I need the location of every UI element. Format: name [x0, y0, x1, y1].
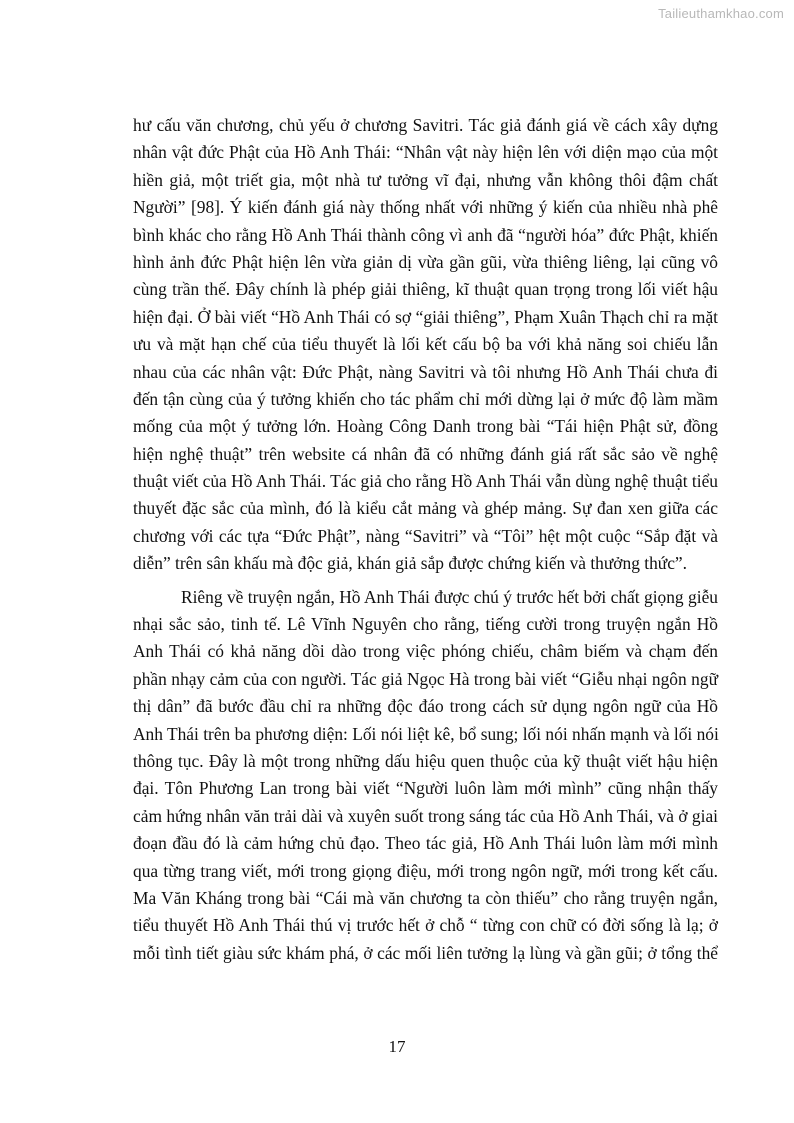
- page-number: 17: [388, 1037, 406, 1056]
- text-line: Người” [98]. Ý kiến đánh giá này thống nhất với những ý kiến của nhiều nhà phê: [133, 197, 718, 218]
- text-line: mỗi tình tiết giàu sức khám phá, ở các mối liên tưởng lạ lùng và gần gũi; ở tổng thể: [133, 942, 718, 963]
- text-line: diễn” trên sân khấu mà độc giả, khán giả sắp được chứng kiến và thưởng thức”.: [133, 553, 687, 574]
- text-line: ưu và mặt hạn chế của tiểu thuyết là lối kết cấu bộ ba với khả năng soi chiếu lẫn: [133, 334, 718, 355]
- paragraph-2: [133, 584, 718, 967]
- text-line: Anh Thái có khả năng dồi dào trong việc phóng chiếu, châm biếm và chạm đến: [133, 641, 718, 662]
- text-line: thị dân” đã bước đầu chỉ ra những độc đáo trong cách sử dụng ngôn ngữ của Hồ: [133, 696, 718, 717]
- text-line: cảm hứng nhân văn trải dài và xuyên suốt trong sáng tác của Hồ Anh Thái, và ở giai: [133, 805, 718, 826]
- text-line: hiền giả, một triết gia, một nhà tư tưởng vĩ đại, nhưng vẫn không thôi đậm chất: [133, 169, 718, 190]
- text-line: hư cấu văn chương, chủ yếu ở chương Savitri. Tác giả đánh giá về cách xây dựng: [133, 115, 718, 135]
- text-line: thuật viết của Hồ Anh Thái. Tác giả cho rằng Hồ Anh Thái vẫn dùng nghệ thuật tiểu: [133, 471, 718, 492]
- text-line: Anh Thái trên ba phương diện: Lối nói liệt kê, bổ sung; lối nói nhấn mạnh và lối nói: [133, 723, 719, 744]
- text-line: Ma Văn Kháng trong bài “Cái mà văn chương ta còn thiếu” cho rằng truyện ngắn,: [133, 887, 718, 908]
- text-line: qua từng trang viết, mới trong giọng điệu, mới trong ngôn ngữ, mới trong kết cấu.: [133, 860, 718, 881]
- paragraph-1: [133, 112, 718, 578]
- text-line: mống của một ý tưởng lớn. Hoàng Công Danh trong bài “Tái hiện Phật sử, đồng: [133, 416, 718, 437]
- text-line: đại. Tôn Phương Lan trong bài viết “Người luôn làm mới mình” cũng nhận thấy: [133, 778, 718, 799]
- text-line: cùng trần thế. Đây chính là phép giải thiêng, kĩ thuật quan trọng trong lối viết hậu: [133, 279, 718, 300]
- text-line: hiện đại. Ở bài viết “Hồ Anh Thái có sợ “giải thiêng”, Phạm Xuân Thạch chỉ ra mặt: [133, 306, 718, 327]
- text-line: hình ảnh đức Phật hiện lên vừa giản dị vừa gần gũi, vừa thiêng liêng, lại cũng vô: [133, 251, 718, 272]
- text-line: nhân vật đức Phật của Hồ Anh Thái: “Nhân vật này hiện lên với diện mạo của một: [133, 142, 718, 163]
- text-line: đến tận cùng của ý tưởng khiến cho tác phẩm chỉ mới dừng lại ở mức độ làm mầm: [133, 388, 718, 409]
- text-line: chương với các tựa “Đức Phật”, nàng “Savitri” và “Tôi” hệt một cuộc “Sắp đặt và: [133, 525, 718, 546]
- text-line: hiện nghệ thuật” trên website cá nhân đã có những đánh giá rất sắc sảo về nghệ: [133, 443, 718, 464]
- text-line: nhại sắc sảo, tinh tế. Lê Vĩnh Nguyên cho rằng, tiếng cười trong truyện ngắn Hồ: [133, 614, 718, 635]
- text-line: đoạn đầu đó là cảm hứng chủ đạo. Theo tác giả, Hồ Anh Thái luôn làm mới mình: [133, 833, 718, 854]
- text-line: nhau của các nhân vật: Đức Phật, nàng Savitri và tôi nhưng Hồ Anh Thái chưa đi: [133, 361, 718, 382]
- watermark: Tailieuthamkhao.com: [658, 6, 784, 21]
- text-line: phần nhạy cảm của con người. Tác giả Ngọc Hà trong bài viết “Giễu nhại ngôn ngữ: [133, 668, 718, 689]
- text-line: bình khác cho rằng Hồ Anh Thái thành công vì anh đã “người hóa” đức Phật, khiến: [133, 224, 718, 245]
- text-line: thông tục. Đây là một trong những dấu hiệu quen thuộc của kỹ thuật viết hậu hiện: [133, 750, 718, 771]
- document-body: [133, 112, 718, 967]
- text-line: Riêng về truyện ngắn, Hồ Anh Thái được chú ý trước hết bởi chất giọng giễu: [181, 586, 718, 607]
- text-line: thuyết đặc sắc của mình, đó là kiểu cắt mảng và ghép mảng. Sự đan xen giữa các: [133, 498, 718, 519]
- text-line: tiểu thuyết Hồ Anh Thái thú vị trước hết ở chỗ “ từng con chữ có đời sống là lạ; ở: [133, 915, 718, 936]
